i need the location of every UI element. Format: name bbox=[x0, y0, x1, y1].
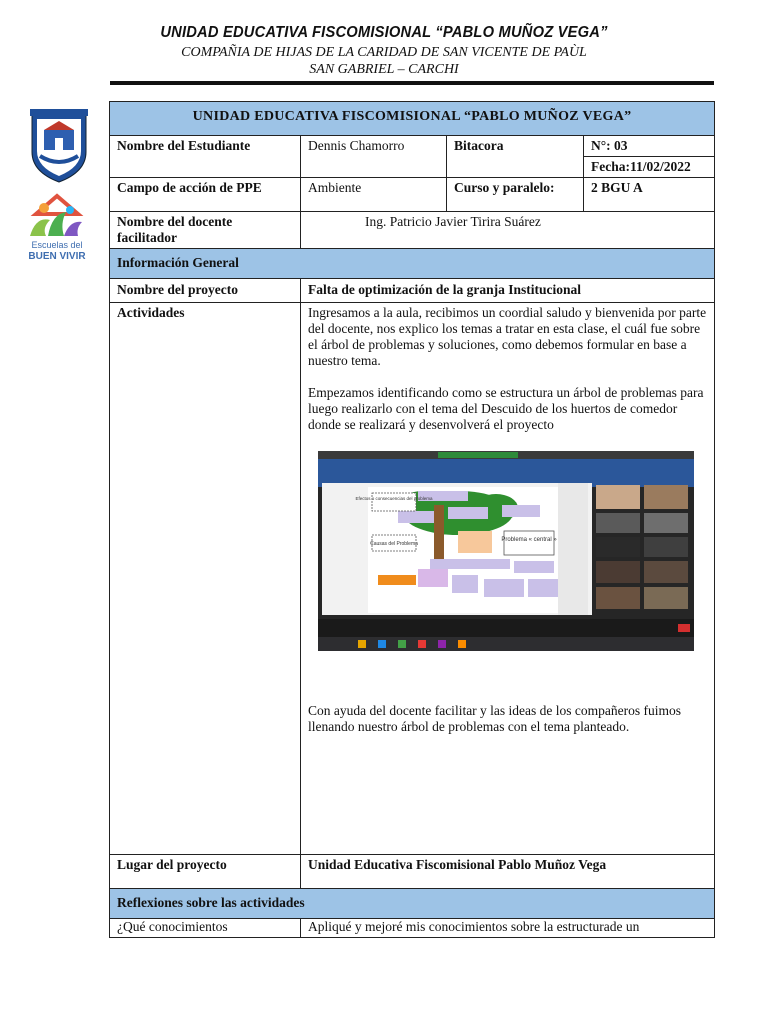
logo-escuelas-text: Escuelas del bbox=[31, 240, 83, 250]
buen-vivir-logo bbox=[22, 190, 92, 265]
document-header bbox=[0, 22, 768, 78]
place-label: Lugar del proyecto bbox=[110, 855, 301, 889]
activities-content bbox=[301, 303, 715, 855]
buen-vivir-figure-icon bbox=[22, 190, 92, 240]
field-label: Campo de acción de PPE bbox=[110, 178, 301, 212]
location-line: SAN GABRIEL – CARCHI bbox=[309, 62, 459, 77]
video-call-screenshot bbox=[318, 451, 694, 651]
entry-number: N°: 03 bbox=[584, 136, 715, 157]
diagram-problem-label: Problema « central » bbox=[501, 537, 557, 543]
diagram-effects-label: Efectos o consecuencias del problema bbox=[355, 496, 433, 501]
reflections-heading: Reflexiones sobre las actividades bbox=[110, 889, 715, 919]
logbook-table bbox=[109, 101, 715, 938]
knowledge-value: Apliqué y mejoré mis conocimientos sobre la estructurade un bbox=[301, 919, 715, 938]
entry-date: Fecha:11/02/2022 bbox=[584, 157, 715, 178]
teacher-value: Ing. Patricio Javier Tirira Suárez bbox=[301, 212, 715, 249]
course-label: Curso y paralelo: bbox=[447, 178, 584, 212]
knowledge-label: ¿Qué conocimientos bbox=[110, 919, 301, 938]
congregation-line: COMPAÑIA DE HIJAS DE LA CARIDAD DE SAN VICENTE DE PAÙL bbox=[181, 45, 587, 60]
activities-paragraph-3: Con ayuda del docente facilitar y las ideas de los compañeros fuimos llenando nuestro árbol de problemas con el tema planteado. bbox=[308, 703, 682, 734]
teacher-label: Nombre del docente facilitador bbox=[110, 212, 301, 249]
project-label: Nombre del proyecto bbox=[110, 279, 301, 303]
field-value: Ambiente bbox=[301, 178, 447, 212]
bitacora-label: Bitacora bbox=[447, 136, 584, 178]
header-rule bbox=[110, 81, 714, 85]
activities-paragraph-1: Ingresamos a la aula, recibimos un coordial saludo y bienvenida por parte del docente, nos explico los temas a tratar en esta clase, el cuál fue sobre el árbol de problemas y soluciones, como debemos formular en base a nuestro tema. bbox=[308, 305, 707, 368]
logo-buen-vivir-text: BUEN VIVIR bbox=[28, 251, 86, 262]
screenshot-image bbox=[318, 451, 694, 651]
general-info-heading: Información General bbox=[110, 249, 715, 279]
project-value: Falta de optimización de la granja Institucional bbox=[301, 279, 715, 303]
place-value: Unidad Educativa Fiscomisional Pablo Muñoz Vega bbox=[301, 855, 715, 889]
table-school-title: UNIDAD EDUCATIVA FISCOMISIONAL “PABLO MUÑOZ VEGA” bbox=[110, 102, 715, 136]
student-label: Nombre del Estudiante bbox=[110, 136, 301, 178]
activities-label: Actividades bbox=[110, 303, 301, 855]
school-crest-logo bbox=[28, 106, 90, 184]
diagram-causes-label: Causas del Problema bbox=[370, 541, 418, 547]
school-header-title: UNIDAD EDUCATIVA FISCOMISIONAL “PABLO MUÑOZ VEGA” bbox=[160, 24, 608, 41]
activities-paragraph-2: Empezamos identificando como se estructura un árbol de problemas para luego realizarlo con el tema del Descuido de los huertos de comedor donde se realizará y desenvolverá el proyecto bbox=[308, 385, 704, 432]
course-value: 2 BGU A bbox=[584, 178, 715, 212]
student-value: Dennis Chamorro bbox=[301, 136, 447, 178]
